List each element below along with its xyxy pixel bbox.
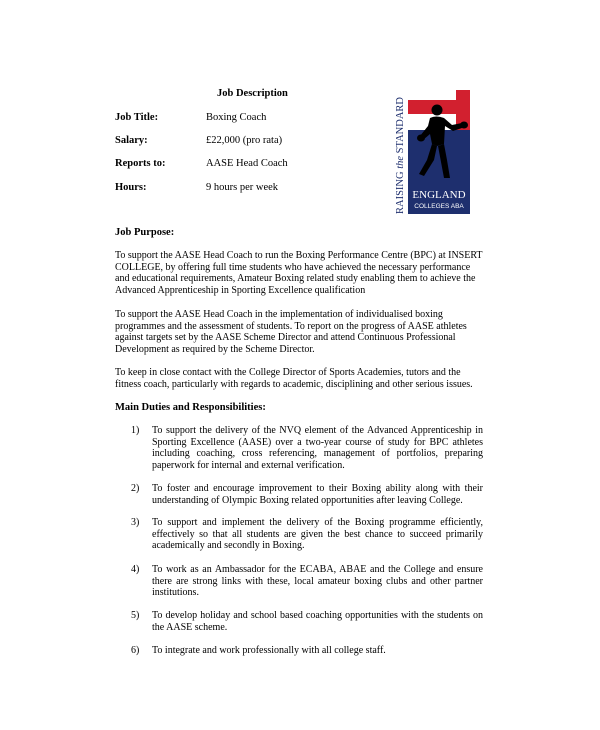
- reports-to-label: Reports to:: [115, 158, 166, 169]
- salary-label: Salary:: [115, 135, 148, 146]
- hours-label: Hours:: [115, 182, 147, 193]
- duty-item: [131, 610, 483, 633]
- duty-text: To integrate and work professionally with all college staff.: [152, 645, 386, 656]
- duty-item: [131, 564, 483, 599]
- duty-text: To work as an Ambassador for the ECABA, ABAE and the College and ensure there are strong links with these, local amateur boxing clubs and other partner institutions.: [152, 564, 483, 599]
- duty-number: 2): [131, 483, 140, 494]
- main-duties-title: Main Duties and Responsibilities:: [115, 402, 266, 413]
- job-purpose-title: Job Purpose:: [115, 227, 175, 238]
- duty-number: 6): [131, 645, 140, 656]
- job-title-label: Job Title:: [115, 112, 159, 123]
- reports-to-value: AASE Head Coach: [206, 158, 288, 169]
- logo-tagline-start: RAISING: [395, 168, 406, 214]
- duty-number: 4): [131, 564, 140, 575]
- svg-text:RAISING the STANDARD: [395, 97, 406, 214]
- duty-text: To support and implement the delivery of the Boxing programme efficiently, effectively so that all students are given the best chance to succeed primarily academically and secondly in Boxing.: [152, 517, 483, 552]
- purpose-paragraph: To keep in close contact with the College Director of Sports Academies, tutors and the fitness coach, particularly with regards to academic, disciplining and other serious issues.: [115, 367, 473, 390]
- hours-value: 9 hours per week: [206, 182, 279, 193]
- duty-number: 3): [131, 517, 140, 528]
- england-colleges-aba-logo: [390, 90, 470, 214]
- duty-text: To develop holiday and school based coaching opportunities with the students on the AASE scheme.: [152, 610, 483, 633]
- purpose-paragraph: To support the AASE Head Coach in the implementation of individualised boxing programmes and the assessment of students. To report on the progress of AASE athletes against targets set by the AASE Scheme Director and attend Continuous Professional Development as required by the Scheme Director.: [115, 309, 467, 355]
- salary-value: £22,000 (pro rata): [206, 135, 283, 146]
- purpose-paragraph: To support the AASE Head Coach to run the Boxing Performance Centre (BPC) at INSERT COLLEGE, by offering full time students who have achieved the necessary performance and educational requirements, Amateur Boxing related study enabling them to achieve the Advanced Apprenticeship in Sporting Excellence qualification: [115, 250, 483, 296]
- duty-number: 1): [131, 425, 140, 436]
- duty-text: To foster and encourage improvement to their Boxing ability along with their understanding of Olympic Boxing related opportunities after leaving College.: [152, 483, 483, 506]
- duty-item: [131, 425, 483, 471]
- duty-item: [131, 483, 483, 506]
- logo-tagline-end: STANDARD: [395, 96, 406, 156]
- document-heading: Job Description: [217, 88, 288, 99]
- job-title-value: Boxing Coach: [206, 112, 267, 123]
- logo-name: ENGLAND: [412, 189, 466, 201]
- duty-text: To support the delivery of the NVQ element of the Advanced Apprenticeship in Sporting Excellence (AASE) over a two-year course of study for BPC athletes including coaching, cross referencing, management of portfolios, preparing paperwork for internal and external verification.: [152, 425, 483, 471]
- duty-item: [131, 645, 483, 657]
- logo-tagline-em: the: [395, 155, 406, 169]
- logo-sub: COLLEGES ABA: [414, 203, 464, 210]
- duty-item: [131, 517, 483, 552]
- duty-number: 5): [131, 610, 140, 621]
